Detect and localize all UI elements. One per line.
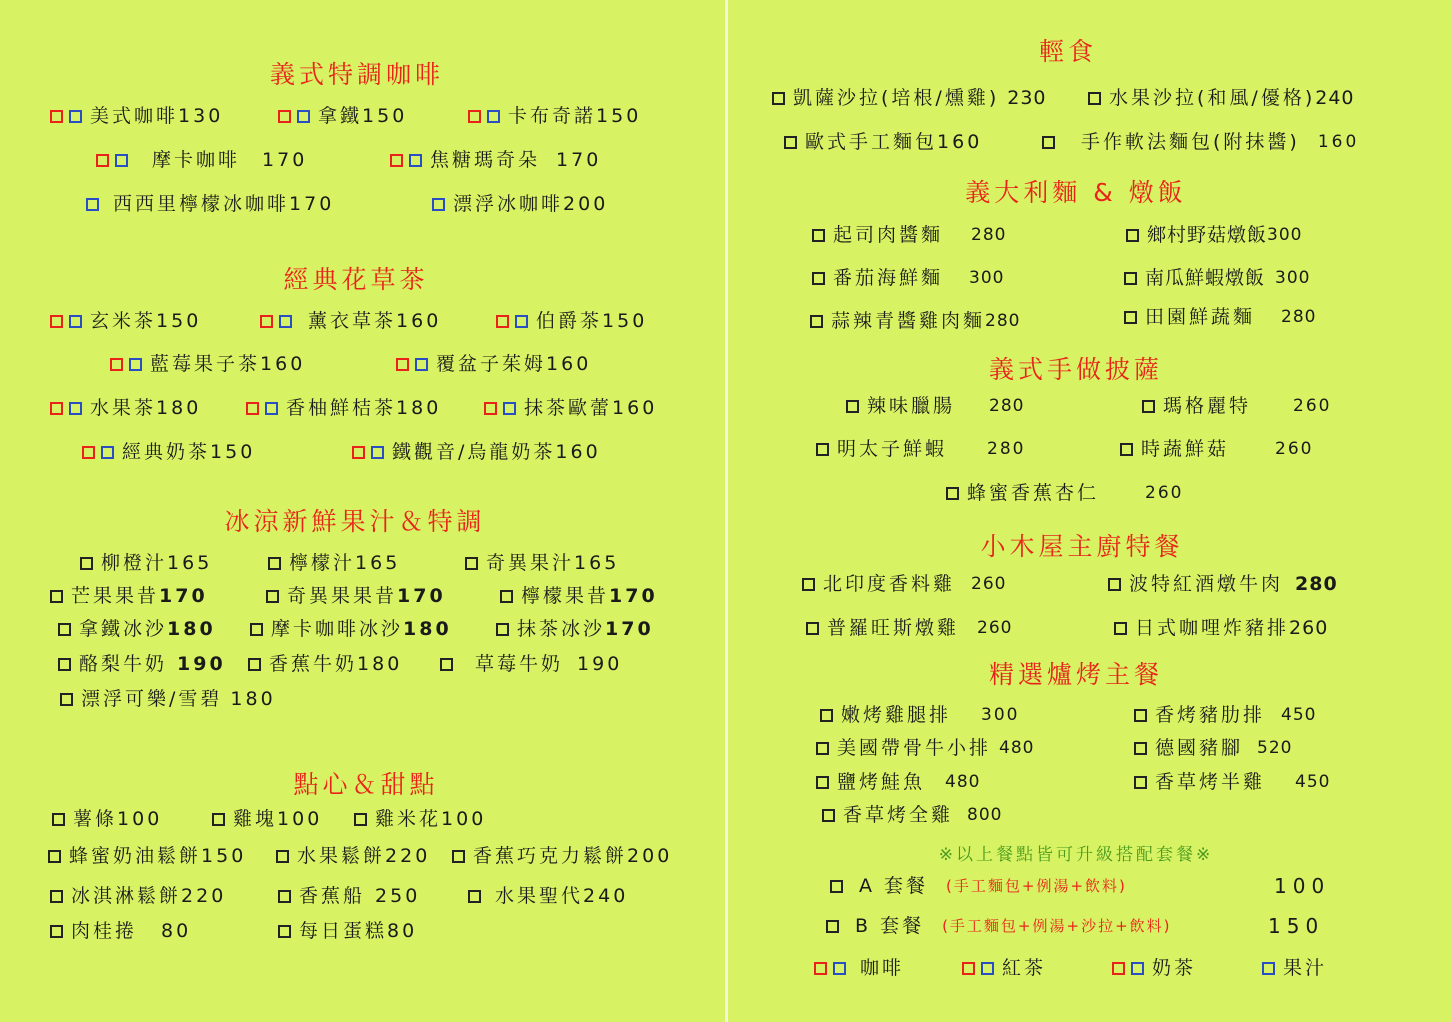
menu-item[interactable]: 日式咖哩炸豬排 260	[1114, 617, 1328, 639]
menu-item[interactable]: 美國帶骨牛小排 480	[816, 737, 1034, 759]
checkbox[interactable]	[816, 742, 829, 755]
iced-checkbox[interactable]	[265, 402, 278, 415]
pasta-heading: 義大利麵 & 燉飯	[965, 178, 1187, 207]
checkbox[interactable]	[810, 315, 823, 328]
checkbox[interactable]	[1042, 136, 1055, 149]
menu-item[interactable]: 香柚鮮桔茶 180	[246, 397, 441, 419]
menu-item[interactable]: 普羅旺斯燉雞 260	[806, 617, 1012, 639]
page-fold	[725, 0, 728, 1022]
checkbox[interactable]	[465, 557, 478, 570]
checkbox[interactable]	[50, 590, 63, 603]
checkbox[interactable]	[1108, 578, 1121, 591]
menu-item[interactable]: 冰淇淋鬆餅 220	[50, 885, 226, 907]
coffee-heading: 義式特調咖啡	[269, 60, 445, 89]
menu-item[interactable]: 水果茶 180	[50, 397, 201, 419]
checkbox[interactable]	[1126, 229, 1139, 242]
menu-item[interactable]: 薰衣草茶 160	[260, 310, 441, 332]
set-meal-b-price: 150	[1268, 914, 1325, 938]
iced-checkbox[interactable]	[415, 358, 428, 371]
menu-item[interactable]: 香蕉巧克力鬆餅 200	[452, 845, 672, 867]
menu-item[interactable]: 鄉村野菇燉飯 300	[1126, 224, 1302, 246]
checkbox[interactable]	[812, 272, 825, 285]
menu-item[interactable]: 蜂蜜香蕉杏仁 260	[946, 482, 1183, 504]
pizza-heading: 義式手做披薩	[988, 355, 1164, 384]
menu-item[interactable]: 拿鐵 150	[278, 105, 407, 127]
checkbox[interactable]	[276, 850, 289, 863]
menu-item[interactable]: 美式咖啡 130	[50, 105, 223, 127]
menu-item[interactable]: 香草烤半雞 450	[1134, 771, 1330, 793]
menu-item[interactable]: 摩卡咖啡 170	[96, 149, 307, 171]
checkbox[interactable]	[268, 557, 281, 570]
menu-item[interactable]: 香草烤全雞 800	[822, 804, 1002, 826]
iced-checkbox[interactable]	[981, 962, 994, 975]
menu-item[interactable]: 玄米茶 150	[50, 310, 201, 332]
menu-item[interactable]: 香蕉牛奶 180	[248, 653, 402, 675]
checkbox[interactable]	[1142, 400, 1155, 413]
checkbox[interactable]	[50, 925, 63, 938]
checkbox[interactable]	[806, 622, 819, 635]
hot-checkbox[interactable]	[1112, 962, 1125, 975]
iced-checkbox[interactable]	[101, 446, 114, 459]
iced-checkbox[interactable]	[115, 154, 128, 167]
iced-checkbox[interactable]	[69, 402, 82, 415]
hot-checkbox[interactable]	[260, 315, 273, 328]
hot-checkbox[interactable]	[396, 358, 409, 371]
tea-heading: 經典花草茶	[283, 265, 429, 294]
menu-item[interactable]: 薯條 100	[52, 808, 162, 830]
menu-item[interactable]: 抹茶歐蕾 160	[484, 397, 657, 419]
hot-checkbox[interactable]	[484, 402, 497, 415]
menu-item[interactable]: 鐵觀音/烏龍奶茶 160	[352, 441, 601, 463]
menu-item[interactable]: 北印度香料雞 260	[802, 573, 1006, 595]
menu-item[interactable]: 番茄海鮮麵 300	[812, 267, 1004, 289]
iced-checkbox[interactable]	[86, 198, 99, 211]
chef-special-heading: 小木屋主廚特餐	[980, 532, 1184, 561]
menu-item[interactable]: 瑪格麗特 260	[1142, 395, 1331, 417]
checkbox[interactable]	[846, 400, 859, 413]
checkbox[interactable]	[278, 925, 291, 938]
checkbox[interactable]	[278, 890, 291, 903]
menu-item[interactable]: 田園鮮蔬麵 280	[1124, 306, 1316, 328]
checkbox[interactable]	[822, 809, 835, 822]
menu-item[interactable]: 歐式手工麵包 160	[784, 131, 982, 153]
menu-item[interactable]: 每日蛋糕 80	[278, 920, 417, 942]
set-meal-a-price: 100	[1274, 874, 1331, 898]
menu-item[interactable]: 抹茶冰沙 170	[496, 618, 654, 640]
menu-item[interactable]: 柳橙汁 165	[80, 552, 212, 574]
iced-checkbox[interactable]	[515, 315, 528, 328]
iced-checkbox[interactable]	[409, 154, 422, 167]
iced-checkbox[interactable]	[297, 110, 310, 123]
iced-checkbox[interactable]	[69, 110, 82, 123]
light-meal-heading: 輕食	[1038, 37, 1098, 66]
hot-checkbox[interactable]	[468, 110, 481, 123]
checkbox[interactable]	[50, 890, 63, 903]
checkbox[interactable]	[52, 813, 65, 826]
hot-checkbox[interactable]	[814, 962, 827, 975]
checkbox[interactable]	[1124, 272, 1137, 285]
upgrade-note: ※以上餐點皆可升級搭配套餐※	[938, 845, 1214, 865]
iced-checkbox[interactable]	[279, 315, 292, 328]
checkbox[interactable]	[452, 850, 465, 863]
checkbox[interactable]	[1114, 622, 1127, 635]
iced-checkbox[interactable]	[1131, 962, 1144, 975]
menu-item[interactable]: 鹽烤鮭魚 480	[816, 771, 980, 793]
menu-item[interactable]: 蜂蜜奶油鬆餅 150	[48, 845, 246, 867]
hot-checkbox[interactable]	[50, 315, 63, 328]
menu-item[interactable]: 漂浮冰咖啡 200	[432, 193, 608, 215]
hot-checkbox[interactable]	[352, 446, 365, 459]
menu-item[interactable]: 雞塊 100	[212, 808, 322, 830]
menu-item[interactable]: 起司肉醬麵 280	[812, 224, 1006, 246]
checkbox[interactable]	[1088, 92, 1101, 105]
menu-item[interactable]: 香烤豬肋排 450	[1134, 704, 1316, 726]
hot-checkbox[interactable]	[278, 110, 291, 123]
menu-item[interactable]: 覆盆子茱姆 160	[396, 353, 591, 375]
menu-item[interactable]: 南瓜鮮蝦燉飯 300	[1124, 267, 1310, 289]
menu-item[interactable]: 雞米花 100	[354, 808, 486, 830]
menu-item[interactable]: 嫩烤雞腿排 300	[820, 704, 1019, 726]
checkbox[interactable]	[266, 590, 279, 603]
menu-item[interactable]: 經典奶茶 150	[82, 441, 255, 463]
checkbox[interactable]	[802, 578, 815, 591]
menu-item[interactable]: 水果聖代 240	[468, 885, 628, 907]
iced-checkbox[interactable]	[69, 315, 82, 328]
checkbox[interactable]	[830, 880, 843, 893]
checkbox[interactable]	[772, 92, 785, 105]
menu-item[interactable]: 辣味臘腸 280	[846, 395, 1024, 417]
hot-checkbox[interactable]	[496, 315, 509, 328]
hot-checkbox[interactable]	[96, 154, 109, 167]
menu-item[interactable]: 手作軟法麵包(附抹醬) 160	[1042, 131, 1359, 153]
checkbox[interactable]	[816, 443, 829, 456]
menu-item[interactable]: 水果沙拉(和風/優格) 240	[1088, 87, 1355, 109]
checkbox[interactable]	[58, 623, 71, 636]
checkbox[interactable]	[1134, 709, 1147, 722]
iced-checkbox[interactable]	[503, 402, 516, 415]
menu-item[interactable]: 波特紅酒燉牛肉 280	[1108, 573, 1338, 595]
menu-item[interactable]: 漂浮可樂/雪碧 180	[60, 688, 276, 710]
set-meal-b[interactable]: B 套餐 (手工麵包+例湯+沙拉+飲料)	[826, 915, 1172, 937]
menu-item[interactable]: 焦糖瑪奇朵 170	[390, 149, 601, 171]
checkbox[interactable]	[496, 623, 509, 636]
menu-item[interactable]: 奇異果果昔 170	[266, 585, 446, 607]
checkbox[interactable]	[58, 658, 71, 671]
checkbox[interactable]	[784, 136, 797, 149]
drink-option[interactable]: 咖啡	[814, 957, 904, 979]
checkbox[interactable]	[812, 229, 825, 242]
hot-checkbox[interactable]	[50, 110, 63, 123]
menu-item[interactable]: 德國豬腳 520	[1134, 737, 1292, 759]
checkbox[interactable]	[80, 557, 93, 570]
checkbox[interactable]	[826, 920, 839, 933]
menu-item[interactable]: 蒜辣青醬雞肉麵 280	[810, 310, 1020, 332]
menu-item[interactable]: 香蕉船 250	[278, 885, 420, 907]
iced-checkbox[interactable]	[487, 110, 500, 123]
iced-checkbox[interactable]	[432, 198, 445, 211]
iced-checkbox[interactable]	[129, 358, 142, 371]
hot-checkbox[interactable]	[110, 358, 123, 371]
hot-checkbox[interactable]	[50, 402, 63, 415]
iced-checkbox[interactable]	[833, 962, 846, 975]
checkbox[interactable]	[1124, 311, 1137, 324]
checkbox[interactable]	[440, 658, 453, 671]
menu-item[interactable]: 奇異果汁 165	[465, 552, 619, 574]
menu-item[interactable]: 酪梨牛奶 190	[58, 653, 226, 675]
juice-heading: 冰涼新鮮果汁＆特調	[224, 507, 486, 536]
hot-checkbox[interactable]	[390, 154, 403, 167]
right-page	[728, 0, 1452, 1022]
checkbox[interactable]	[212, 813, 225, 826]
menu-item[interactable]: 凱薩沙拉(培根/燻雞) 230	[772, 87, 1047, 109]
checkbox[interactable]	[48, 850, 61, 863]
menu-item[interactable]: 拿鐵冰沙 180	[58, 618, 216, 640]
iced-checkbox[interactable]	[371, 446, 384, 459]
checkbox[interactable]	[946, 487, 959, 500]
checkbox[interactable]	[1120, 443, 1133, 456]
checkbox[interactable]	[820, 709, 833, 722]
menu-item[interactable]: 水果鬆餅 220	[276, 845, 430, 867]
checkbox[interactable]	[500, 590, 513, 603]
menu-item[interactable]: 摩卡咖啡冰沙 180	[250, 618, 452, 640]
menu-item[interactable]: 檸檬汁 165	[268, 552, 400, 574]
checkbox[interactable]	[248, 658, 261, 671]
checkbox[interactable]	[60, 693, 73, 706]
menu-item[interactable]: 芒果果昔 170	[50, 585, 208, 607]
menu-item[interactable]: 肉桂捲 80	[50, 920, 191, 942]
iced-checkbox[interactable]	[1262, 962, 1275, 975]
checkbox[interactable]	[354, 813, 367, 826]
dessert-heading: 點心＆甜點	[293, 770, 439, 799]
hot-checkbox[interactable]	[246, 402, 259, 415]
menu-item[interactable]: 草莓牛奶 190	[440, 653, 622, 675]
menu-item[interactable]: 檸檬果昔 170	[500, 585, 658, 607]
checkbox[interactable]	[1134, 742, 1147, 755]
checkbox[interactable]	[468, 890, 481, 903]
checkbox[interactable]	[250, 623, 263, 636]
menu-item[interactable]: 藍莓果子茶 160	[110, 353, 305, 375]
menu-item[interactable]: 時蔬鮮菇 260	[1120, 438, 1313, 460]
menu-item[interactable]: 明太子鮮蝦 280	[816, 438, 1025, 460]
checkbox[interactable]	[1134, 776, 1147, 789]
menu-item[interactable]: 伯爵茶 150	[496, 310, 647, 332]
drink-option[interactable]: 奶茶	[1112, 957, 1196, 979]
drink-option[interactable]: 紅茶	[962, 957, 1046, 979]
set-meal-a[interactable]: A 套餐 (手工麵包+例湯+飲料)	[830, 875, 1127, 897]
menu-item[interactable]: 西西里檸檬冰咖啡 170	[86, 193, 334, 215]
hot-checkbox[interactable]	[82, 446, 95, 459]
grill-heading: 精選爐烤主餐	[988, 660, 1164, 689]
menu-item[interactable]: 卡布奇諾 150	[468, 105, 641, 127]
drink-option[interactable]: 果汁	[1262, 957, 1327, 979]
hot-checkbox[interactable]	[962, 962, 975, 975]
checkbox[interactable]	[816, 776, 829, 789]
